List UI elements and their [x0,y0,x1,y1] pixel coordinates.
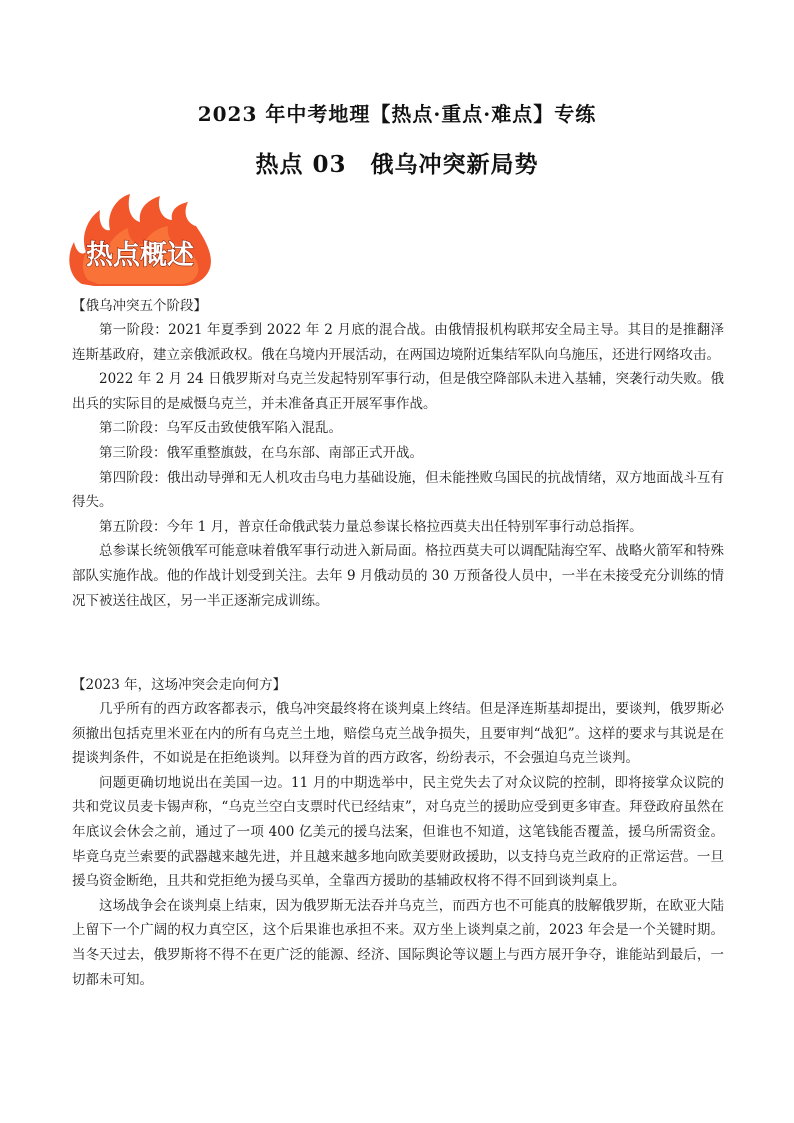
section-heading: 【俄乌冲突五个阶段】 [72,298,207,314]
paragraph: 第三阶段：俄军重整旗鼓，在乌东部、南部正式开战。 [99,444,423,461]
paragraph: 第二阶段：乌军反击致使俄军陷入混乱。 [99,420,342,437]
badge-label: 热点概述 [86,240,194,271]
paragraph: 第一阶段：2021 年夏季到 2022 年 2 月底的混合战。由俄情报机构联邦安全局主导。其目的是推翻泽连斯基政府，建立亲俄派政权。俄在乌境内开展活动，在两国边境附近集结军队向乌施压，还进行网络攻击。 [72,322,724,363]
paragraph: 2022 年 2 月 24 日俄罗斯对乌克兰发起特别军事行动，但是俄空降部队未进入基辅，突袭行动失败。俄出兵的实际目的是威慑乌克兰，并未准备真正开展军事作战。 [72,371,724,412]
document-subtitle: 热点 03 俄乌冲突新局势 [255,151,539,178]
hot-topic-flame-badge [64,190,216,290]
paragraph: 几乎所有的西方政客都表示，俄乌冲突最终将在谈判桌上终结。但是泽连斯基却提出，要谈判，俄罗斯必须撤出包括克里米亚在内的所有乌克兰土地，赔偿乌克兰战争损失，且要审判“战犯”。这样的要求与其说是在提谈判条件，不如说是在拒绝谈判。以拜登为首的西方政客，纷纷表示，不会强迫乌克兰谈判。 [72,701,724,767]
document-title: 2023 年中考地理【热点·重点·难点】专练 [197,102,597,126]
paragraph: 问题更确切地说出在美国一边。11 月的中期选举中，民主党失去了对众议院的控制，即将接掌众议院的共和党议员麦卡锡声称，“乌克兰空白支票时代已经结束”，对乌克兰的援助应受到更多审查。拜登政府虽然在年底议会休会之前，通过了一项 400 亿美元的援乌法案，但谁也不知道，这笔钱能否覆盖，援乌所需资金。毕竟乌克兰索要的武器越来越先进，并且越来越多地向欧美要财政援助，以支持乌克兰政府的正常运营。一旦援乌资金断绝，且共和党拒绝为援乌买单，全靠西方援助的基辅政权将不得不回到谈判桌上。 [72,774,724,890]
paragraph: 第五阶段：今年 1 月，普京任命俄武装力量总参谋长格拉西莫夫出任特别军事行动总指挥。 [99,518,643,535]
paragraph: 第四阶段：俄出动导弹和无人机攻击乌电力基础设施，但未能挫败乌国民的抗战情绪，双方地面战斗互有得失。 [72,469,724,511]
paragraph: 这场战争会在谈判桌上结束，因为俄罗斯无法吞并乌克兰，而西方也不可能真的肢解俄罗斯，在欧亚大陆上留下一个广阔的权力真空区，这个后果谁也承担不来。双方坐上谈判桌之前，2023 年会是一个关键时期。当冬天过去，俄罗斯将不得不在更广泛的能源、经济、国际舆论等议题上与西方展开争夺，谁能站到最后，一切都未可知。 [72,897,724,988]
section-outlook-2023 [72,673,724,992]
section-heading: 【2023 年，这场冲突会走向何方】 [72,677,287,693]
section-stages [72,294,724,613]
paragraph: 总参谋长统领俄军可能意味着俄军事行动进入新局面。格拉西莫夫可以调配陆海空军、战略火箭军和特殊部队实施作战。他的作战计划受到关注。去年 9 月俄动员的 30 万预备役人员中，一半在未接受充分训练的情况下被送往战区，另一半正逐渐完成训练。 [72,543,724,609]
